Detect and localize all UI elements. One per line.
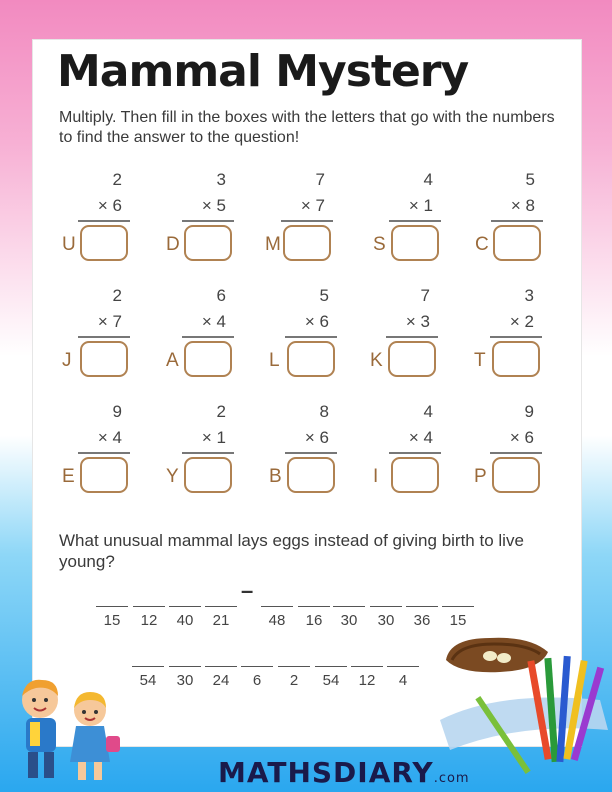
answer-blank[interactable] bbox=[205, 666, 237, 667]
answer-blank[interactable] bbox=[133, 606, 165, 607]
multiplier: × 2 bbox=[509, 312, 534, 331]
answer-code: 4 bbox=[398, 672, 408, 689]
box-letter: M bbox=[265, 234, 281, 255]
multiplier: × 1 bbox=[201, 428, 226, 447]
instructions: Multiply. Then fill in the boxes with the letters that go with the numbers to find the answer to the question! bbox=[59, 109, 555, 146]
multiplicand: 9 bbox=[112, 402, 122, 421]
answer-code: 15 bbox=[103, 612, 121, 629]
box-letter: C bbox=[475, 234, 489, 255]
divider-line bbox=[389, 452, 441, 454]
divider-line bbox=[78, 452, 130, 454]
answer-code: 48 bbox=[268, 612, 286, 629]
problem-3 bbox=[265, 170, 345, 270]
box-letter: S bbox=[373, 234, 386, 255]
divider-line bbox=[182, 220, 234, 222]
multiplicand: 2 bbox=[112, 170, 122, 189]
answer-blank[interactable] bbox=[387, 666, 419, 667]
answer-blank[interactable] bbox=[333, 606, 365, 607]
divider-line bbox=[285, 336, 337, 338]
box-letter: Y bbox=[166, 466, 179, 487]
multiplicand: 7 bbox=[420, 286, 430, 305]
multiplicand: 2 bbox=[112, 286, 122, 305]
problem-14 bbox=[373, 402, 453, 502]
multiplier: × 1 bbox=[408, 196, 433, 215]
problem-1 bbox=[62, 170, 142, 270]
box-letter: U bbox=[62, 234, 76, 255]
problem-13 bbox=[269, 402, 349, 502]
problem-2 bbox=[166, 170, 246, 270]
answer-blank[interactable] bbox=[315, 666, 347, 667]
multiplier: × 4 bbox=[201, 312, 226, 331]
answer-blank[interactable] bbox=[205, 606, 237, 607]
answer-code: 30 bbox=[176, 672, 194, 689]
multiplicand: 9 bbox=[524, 402, 534, 421]
answer-box[interactable] bbox=[391, 225, 439, 261]
problem-10 bbox=[474, 286, 554, 386]
box-letter: T bbox=[474, 350, 486, 371]
multiplicand: 7 bbox=[315, 170, 325, 189]
answer-box[interactable] bbox=[388, 341, 436, 377]
answer-box[interactable] bbox=[184, 225, 232, 261]
answer-blank[interactable] bbox=[96, 606, 128, 607]
divider-line bbox=[182, 452, 234, 454]
problem-11 bbox=[62, 402, 142, 502]
answer-blank[interactable] bbox=[261, 606, 293, 607]
answer-code: 6 bbox=[252, 672, 262, 689]
answer-box[interactable] bbox=[80, 457, 128, 493]
multiplicand: 5 bbox=[319, 286, 329, 305]
answer-code: 30 bbox=[340, 612, 358, 629]
box-letter: L bbox=[269, 350, 280, 371]
box-letter: K bbox=[370, 350, 383, 371]
multiplicand: 2 bbox=[216, 402, 226, 421]
multiplier: × 4 bbox=[97, 428, 122, 447]
divider-line bbox=[78, 336, 130, 338]
answer-box[interactable] bbox=[80, 341, 128, 377]
multiplicand: 3 bbox=[216, 170, 226, 189]
multiplier: × 6 bbox=[97, 196, 122, 215]
answer-code: 21 bbox=[212, 612, 230, 629]
brand-name: MATHSDIARY bbox=[218, 756, 434, 789]
multiplicand: 8 bbox=[319, 402, 329, 421]
answer-box[interactable] bbox=[492, 457, 540, 493]
answer-code: 12 bbox=[358, 672, 376, 689]
answer-code: 40 bbox=[176, 612, 194, 629]
multiplier: × 6 bbox=[509, 428, 534, 447]
box-letter: J bbox=[62, 350, 72, 371]
divider-line bbox=[281, 220, 333, 222]
answer-box[interactable] bbox=[184, 341, 232, 377]
brand-logo bbox=[218, 756, 470, 789]
box-letter: A bbox=[166, 350, 179, 371]
answer-box[interactable] bbox=[493, 225, 541, 261]
answer-box[interactable] bbox=[283, 225, 331, 261]
problem-8 bbox=[269, 286, 349, 386]
answer-box[interactable] bbox=[287, 341, 335, 377]
multiplier: × 3 bbox=[405, 312, 430, 331]
answer-code: 54 bbox=[139, 672, 157, 689]
answer-box[interactable] bbox=[80, 225, 128, 261]
problem-7 bbox=[166, 286, 246, 386]
box-letter: I bbox=[373, 466, 379, 487]
answer-blank[interactable] bbox=[370, 606, 402, 607]
multiplier: × 7 bbox=[300, 196, 325, 215]
divider-line bbox=[78, 220, 130, 222]
box-letter: B bbox=[269, 466, 282, 487]
divider-line bbox=[491, 220, 543, 222]
brand-suffix: .com bbox=[433, 771, 470, 786]
answer-code: 30 bbox=[377, 612, 395, 629]
answer-box[interactable] bbox=[391, 457, 439, 493]
box-letter: D bbox=[166, 234, 180, 255]
divider-line bbox=[386, 336, 438, 338]
multiplier: × 7 bbox=[97, 312, 122, 331]
answer-code: 24 bbox=[212, 672, 230, 689]
multiplier: × 5 bbox=[201, 196, 226, 215]
page-title: Mammal Mystery bbox=[57, 46, 469, 97]
answer-blank[interactable] bbox=[132, 666, 164, 667]
problem-12 bbox=[166, 402, 246, 502]
answer-blank[interactable] bbox=[406, 606, 438, 607]
multiplicand: 4 bbox=[423, 170, 433, 189]
answer-code: 54 bbox=[322, 672, 340, 689]
box-letter: E bbox=[62, 466, 75, 487]
word-separator: – bbox=[241, 578, 254, 603]
answer-code: 15 bbox=[449, 612, 467, 629]
multiplicand: 4 bbox=[423, 402, 433, 421]
divider-line bbox=[490, 336, 542, 338]
answer-box[interactable] bbox=[184, 457, 232, 493]
problem-15 bbox=[474, 402, 554, 502]
answer-blank[interactable] bbox=[442, 606, 474, 607]
answer-blank[interactable] bbox=[351, 666, 383, 667]
question-text: What unusual mammal lays eggs instead of giving birth to live young? bbox=[59, 531, 524, 571]
answer-code: 16 bbox=[305, 612, 323, 629]
answer-blank[interactable] bbox=[169, 666, 201, 667]
multiplier: × 6 bbox=[304, 428, 329, 447]
answer-box[interactable] bbox=[492, 341, 540, 377]
answer-code: 12 bbox=[140, 612, 158, 629]
answer-blank[interactable] bbox=[169, 606, 201, 607]
answer-blank[interactable] bbox=[278, 666, 310, 667]
divider-line bbox=[389, 220, 441, 222]
divider-line bbox=[490, 452, 542, 454]
answer-blank[interactable] bbox=[241, 666, 273, 667]
multiplicand: 6 bbox=[216, 286, 226, 305]
box-letter: P bbox=[474, 466, 487, 487]
divider-line bbox=[182, 336, 234, 338]
answer-box[interactable] bbox=[287, 457, 335, 493]
multiplier: × 6 bbox=[304, 312, 329, 331]
problem-9 bbox=[370, 286, 450, 386]
multiplier: × 8 bbox=[510, 196, 535, 215]
multiplicand: 3 bbox=[524, 286, 534, 305]
problem-4 bbox=[373, 170, 453, 270]
answer-code: 36 bbox=[413, 612, 431, 629]
problem-6 bbox=[62, 286, 142, 386]
kids-illustration bbox=[6, 674, 126, 786]
answer-blank[interactable] bbox=[298, 606, 330, 607]
answer-code: 2 bbox=[289, 672, 299, 689]
problem-5 bbox=[475, 170, 555, 270]
divider-line bbox=[285, 452, 337, 454]
multiplicand: 5 bbox=[525, 170, 535, 189]
multiplier: × 4 bbox=[408, 428, 433, 447]
